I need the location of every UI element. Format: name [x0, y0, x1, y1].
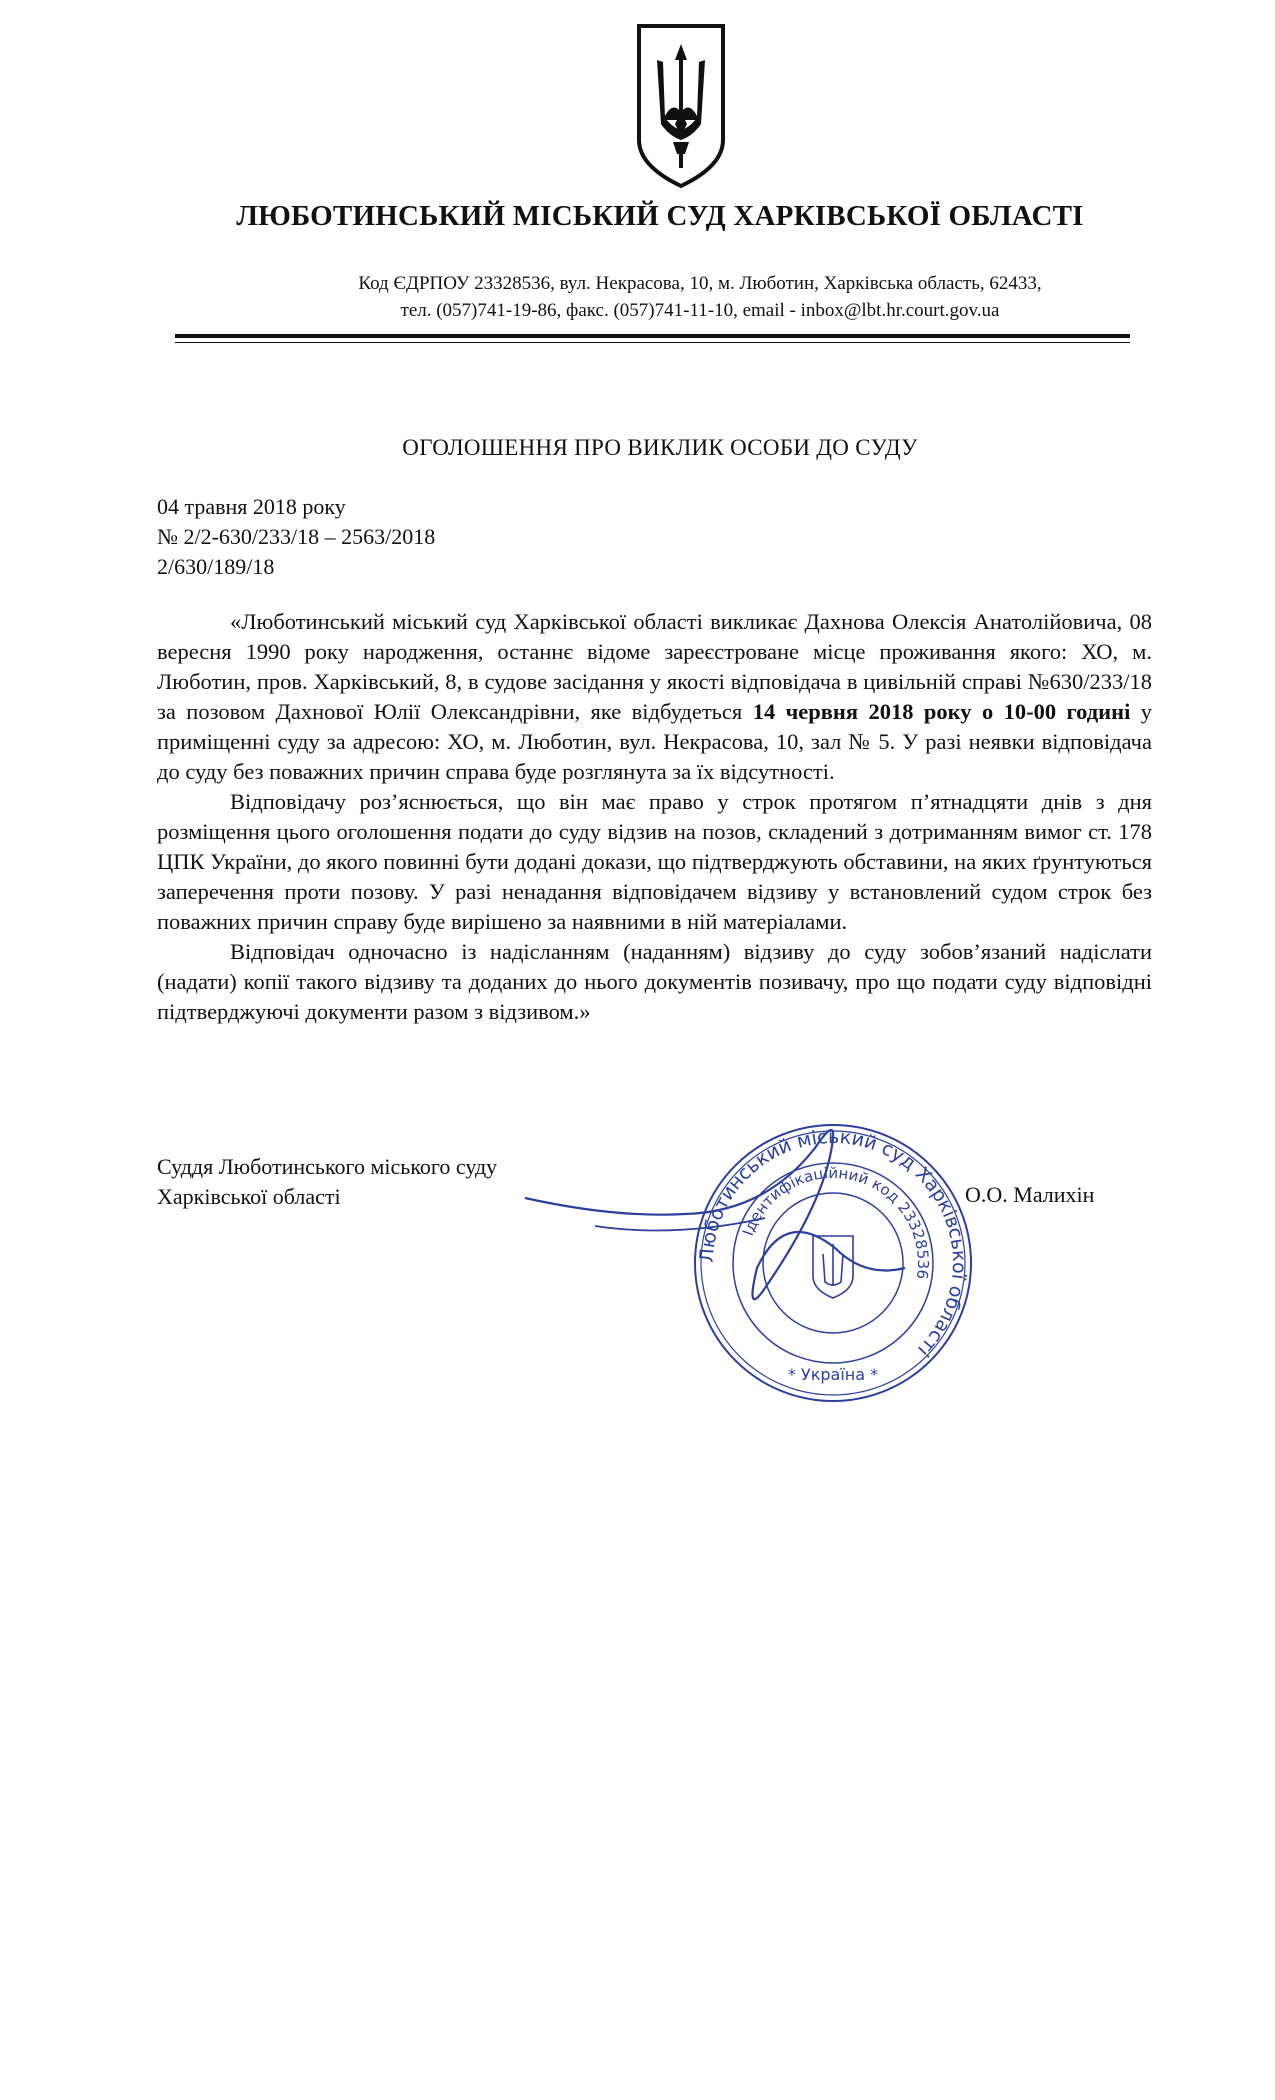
judge-title-line1: Суддя Люботинського міського суду — [157, 1154, 498, 1179]
seal-bottom-text: * Україна * — [787, 1365, 879, 1384]
seal-inner-text: Ідентифікаційний код 23328536 — [738, 1163, 933, 1281]
paragraph-obligations: Відповідач одночасно із надісланням (наданням) відзиву до суду зобов’язаний надіслати (надати) копії такого відзиву та доданих до нього документів позивачу, про що подати суду відповідні підтверджуючі документи разом з відзивом.» — [157, 939, 1152, 1024]
document-date: 04 травня 2018 року — [157, 494, 346, 519]
paragraph-summons — [157, 607, 1152, 787]
contacts-line-phone-email: тел. (057)741-19-86, факс. (057)741-11-10, email - inbox@lbt.hr.court.gov.ua — [400, 300, 1000, 321]
seal-outer-text: Люботинський міський суд Харківської області — [695, 1125, 971, 1361]
trident-coat-of-arms-icon — [633, 20, 729, 192]
paragraph-summons-part1: «Люботинський міський суд Харківської області викликає Дахнова Олексія Анатолійовича, 08 вересня 1990 року народження, останнє відоме зареєстроване місце проживання якого: ХО, м. Люботин, пров. Харківський, 8, в судове засідання у якості відповідача в цивільній справі №630/233/18 за позовом Дахнової Юлії Олександрівни, яке відбудеться — [157, 609, 1152, 724]
court-seal-with-signature — [535, 1118, 971, 1408]
paragraph-rights: Відповідачу роз’яснюється, що він має право у строк протягом п’ятнадцяти днів з дня розміщення цього оголошення подати до суду відзив на позов, складений з дотриманням вимог ст. 178 ЦПК України, до якого повинні бути додані докази, що підтверджують обставини, на яких ґрунтуються заперечення проти позову. У разі ненадання відповідачем відзиву у встановлений судом строк без поважних причин справу буде вирішено за наявними в ній матеріалами. — [157, 789, 1152, 934]
judge-title — [157, 1152, 497, 1212]
court-contacts — [250, 270, 1150, 324]
document-body — [157, 607, 1152, 1027]
paragraph-summons-part2: у приміщенні суду за адресою: ХО, м. Люботин, вул. Некрасова, 10, зал № 5. У разі неявки відповідача до суду без поважних причин справа буде розглянута за їх відсутності. — [157, 699, 1153, 784]
proceeding-number: 2/630/189/18 — [157, 554, 275, 579]
document-heading: ОГОЛОШЕННЯ ПРО ВИКЛИК ОСОБИ ДО СУДУ — [402, 435, 918, 460]
seal-icon — [535, 1118, 971, 1408]
court-name: ЛЮБОТИНСЬКИЙ МІСЬКИЙ СУД ХАРКІВСЬКОЇ ОБЛАСТІ — [236, 200, 1084, 232]
judge-name: О.О. Малихін — [965, 1182, 1095, 1207]
document-meta — [157, 492, 435, 582]
header-divider — [175, 334, 1130, 338]
judge-title-line2: Харківської області — [157, 1184, 341, 1209]
contacts-line-address: Код ЄДРПОУ 23328536, вул. Некрасова, 10, м. Люботин, Харківська область, 62433, — [358, 273, 1042, 294]
header-divider-thin — [175, 342, 1130, 343]
case-number: № 2/2-630/233/18 – 2563/2018 — [157, 524, 436, 549]
hearing-datetime: 14 червня 2018 року о 10-00 годині — [752, 699, 1131, 724]
